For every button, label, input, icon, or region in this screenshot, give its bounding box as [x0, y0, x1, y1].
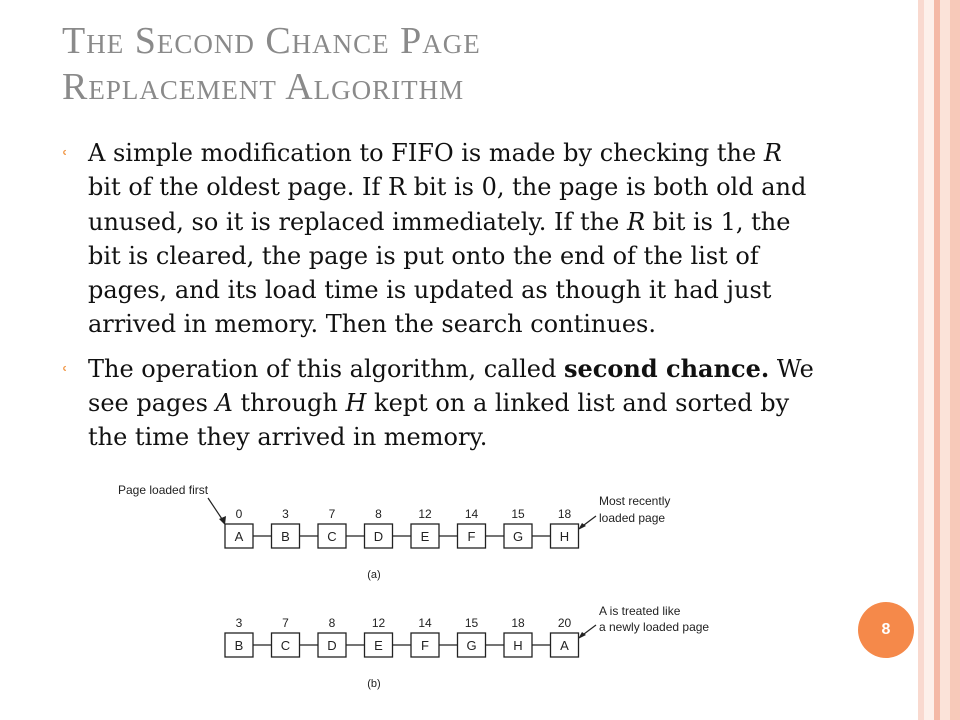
page-label: G — [512, 529, 524, 544]
bullet-text-segment: bit of the oldest page. If R bit is 0, the page is both old and unused, so it is replaced immediately. If the — [88, 173, 807, 236]
load-time-label: 20 — [557, 616, 572, 630]
bullet-text-segment: bit is 1, the bit is cleared, the page is put onto the end of the list of pages, and its load time is updated as though it had just arrived in memory. Then the search continues. — [88, 207, 791, 339]
page-label: E — [374, 638, 383, 653]
label-page-loaded-first: Page loaded first — [118, 483, 209, 497]
page-label: F — [421, 638, 429, 653]
bullet-text-segment: A simple modification to FIFO is made by checking the — [88, 139, 764, 167]
load-time-label: 18 — [557, 507, 572, 521]
page-label: D — [373, 529, 384, 544]
caption-b: (b) — [367, 678, 381, 690]
bullet-text-segment: H — [345, 389, 367, 418]
page-label: F — [467, 529, 476, 544]
bullet-marker-icon: ˓ — [62, 141, 69, 165]
bullet-list — [62, 136, 822, 465]
load-time-label: 3 — [282, 507, 289, 521]
bullet-item — [62, 136, 822, 342]
load-time-label: 12 — [371, 616, 386, 630]
load-time-label: 8 — [328, 616, 336, 630]
label-most-recent-line1: Most recently — [599, 494, 671, 508]
load-time-label: 14 — [464, 507, 479, 521]
page-label: C — [280, 638, 291, 653]
page-label: C — [327, 529, 337, 544]
load-time-label: 7 — [328, 507, 336, 521]
stripe — [924, 0, 934, 720]
decorative-side-border — [918, 0, 960, 720]
bullet-text — [88, 352, 822, 455]
load-time-label: 0 — [235, 507, 243, 521]
bullet-text-segment: We see pages — [88, 354, 814, 418]
load-time-label: 8 — [375, 507, 382, 521]
second-chance-figure — [112, 478, 732, 700]
page-number-badge: 8 — [858, 602, 914, 658]
slide-title — [62, 18, 842, 110]
bullet-text — [88, 136, 822, 342]
load-time-label: 15 — [464, 616, 479, 630]
bullet-text-segment: second chance. — [564, 353, 770, 383]
bullet-text-segment: R — [626, 207, 646, 236]
page-label: A — [234, 529, 244, 544]
label-most-recent-line2: loaded page — [599, 511, 666, 525]
page-label: B — [281, 529, 290, 544]
page-label: B — [234, 638, 244, 653]
bullet-text-segment: kept on a linked list and sorted by the time they arrived in memory. — [88, 389, 790, 452]
page-label: H — [513, 638, 523, 653]
caption-a: (a) — [367, 569, 381, 581]
page-label: G — [466, 638, 477, 653]
page-label: D — [327, 638, 337, 653]
bullet-text-segment: The operation of this algorithm, called — [88, 354, 564, 383]
load-time-label: 14 — [418, 616, 432, 630]
stripe — [940, 0, 950, 720]
load-time-label: 18 — [511, 616, 525, 630]
bullet-marker-icon: ˓ — [62, 356, 69, 381]
bullet-text-segment: through — [232, 389, 346, 418]
load-time-label: 12 — [418, 507, 432, 521]
label-treated-line1: A is treated like — [599, 604, 681, 618]
title-line-1: The Second Chance Page — [62, 20, 481, 62]
page-label: E — [420, 529, 430, 544]
bullet-text-segment: R — [763, 139, 782, 167]
bullet-text-segment: A — [215, 389, 233, 418]
title-line-2: Replacement Algorithm — [62, 66, 465, 108]
page-label: H — [559, 529, 570, 544]
load-time-label: 15 — [511, 507, 525, 521]
load-time-label: 3 — [235, 616, 243, 630]
stripe — [950, 0, 960, 720]
label-treated-line2: a newly loaded page — [599, 620, 710, 634]
page-label: A — [560, 638, 569, 653]
bullet-item — [62, 352, 822, 455]
load-time-label: 7 — [282, 616, 289, 630]
